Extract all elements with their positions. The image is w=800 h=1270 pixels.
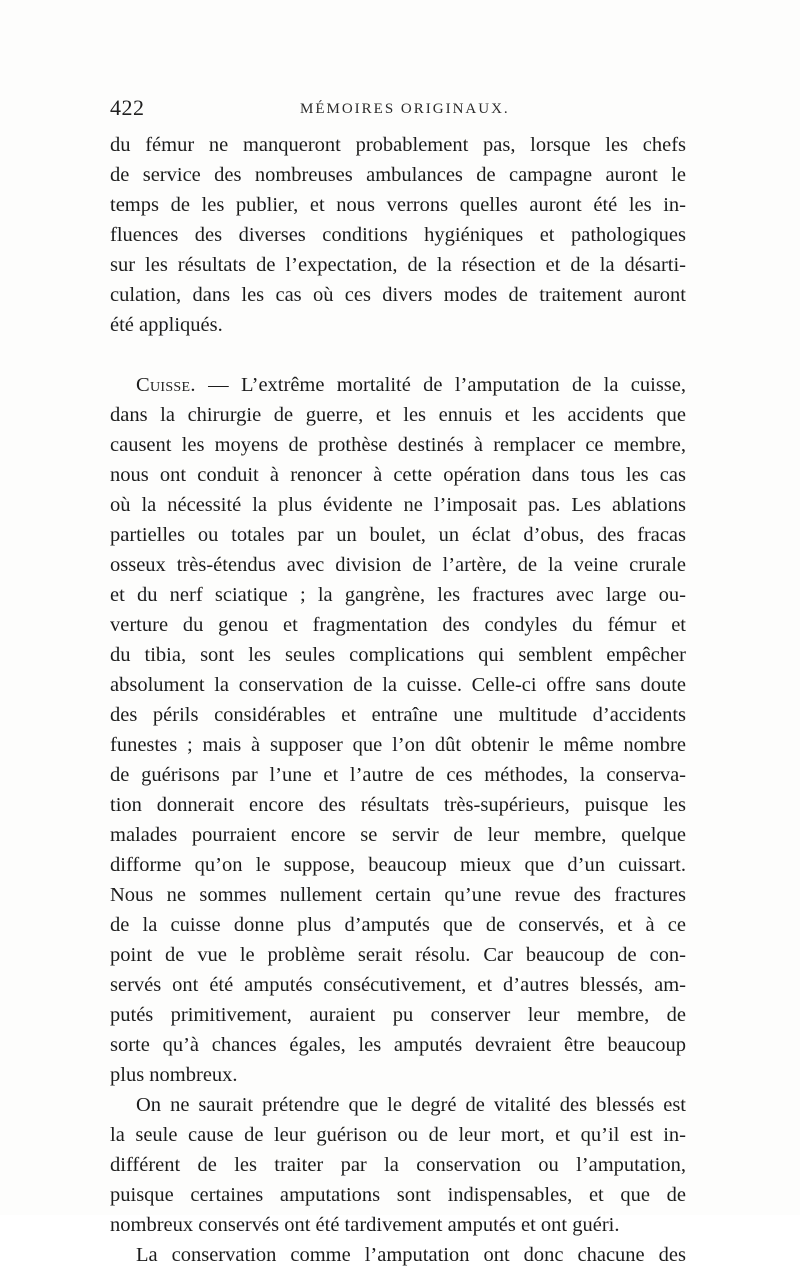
text-line: puisque certaines amputations sont indispensables, et que de <box>110 1184 686 1206</box>
text-line: malades pourraient encore se servir de leur membre, quelque <box>110 824 686 846</box>
text-line: des périls considérables et entraîne une multitude d’accidents <box>110 704 686 726</box>
text-line: partielles ou totales par un boulet, un éclat d’obus, des fracas <box>110 524 686 546</box>
text-line: de service des nombreuses ambulances de campagne auront le <box>110 164 686 186</box>
text-line: du fémur ne manqueront probablement pas, lorsque les chefs <box>110 134 686 156</box>
text-line: osseux très-étendus avec division de l’artère, de la veine crurale <box>110 554 686 576</box>
text-line: de la cuisse donne plus d’amputés que de conservés, et à ce <box>110 914 686 936</box>
text-line: absolument la conservation de la cuisse. Celle-ci offre sans doute <box>110 674 686 696</box>
text-line: dans la chirurgie de guerre, et les ennuis et les accidents que <box>110 404 686 426</box>
text-line: difforme qu’on le suppose, beaucoup mieux que d’un cuissart. <box>110 854 686 876</box>
running-head: MÉMOIRES ORIGINAUX. <box>300 101 510 117</box>
text-line: la seule cause de leur guérison ou de leur mort, et qu’il est in- <box>110 1124 686 1146</box>
section-lead-word: Cuisse. <box>136 374 196 396</box>
section-lead-line <box>110 370 686 400</box>
text-line: point de vue le problème serait résolu. Car beaucoup de con- <box>110 944 686 966</box>
text-line: de guérisons par l’une et l’autre de ces méthodes, la conserva- <box>110 764 686 786</box>
text-line: Nous ne sommes nullement certain qu’une revue des fractures <box>110 884 686 906</box>
text-line: fluences des diverses conditions hygiéniques et pathologiques <box>110 224 686 246</box>
page-number: 422 <box>110 95 145 120</box>
text-line: nous ont conduit à renoncer à cette opération dans tous les cas <box>110 464 686 486</box>
text-line: servés ont été amputés consécutivement, et d’autres blessés, am- <box>110 974 686 996</box>
text-line: sur les résultats de l’expectation, de la résection et de la désarti- <box>110 254 686 276</box>
body-text <box>110 130 686 1270</box>
paragraph-gap <box>110 340 686 370</box>
text-line: culation, dans les cas où ces divers modes de traitement auront <box>110 284 686 306</box>
text-line: funestes ; mais à supposer que l’on dût obtenir le même nombre <box>110 734 686 756</box>
page-header <box>110 95 690 125</box>
text-line: du tibia, sont les seules complications qui semblent empêcher <box>110 644 686 666</box>
text-line: temps de les publier, et nous verrons quelles auront été les in- <box>110 194 686 216</box>
text-line: où la nécessité la plus évidente ne l’imposait pas. Les ablations <box>110 494 686 516</box>
text-line: causent les moyens de prothèse destinés à remplacer ce membre, <box>110 434 686 456</box>
text-line: verture du genou et fragmentation des condyles du fémur et <box>110 614 686 636</box>
text-line: été appliqués. <box>110 314 223 336</box>
text-line: La conservation comme l’amputation ont donc chacune des <box>136 1244 686 1266</box>
text-line: On ne saurait prétendre que le degré de vitalité des blessés est <box>136 1094 686 1116</box>
text-line: nombreux conservés ont été tardivement amputés et ont guéri. <box>110 1214 620 1236</box>
text-line: tion donnerait encore des résultats très-supérieurs, puisque les <box>110 794 686 816</box>
text-line: plus nombreux. <box>110 1064 238 1086</box>
section-lead-text: — L’extrême mortalité de l’amputation de la cuisse, <box>195 374 686 396</box>
text-line: et du nerf sciatique ; la gangrène, les fractures avec large ou- <box>110 584 686 606</box>
text-line: putés primitivement, auraient pu conserver leur membre, de <box>110 1004 686 1026</box>
text-line: différent de les traiter par la conservation ou l’amputation, <box>110 1154 686 1176</box>
text-line: sorte qu’à chances égales, les amputés devraient être beaucoup <box>110 1034 686 1056</box>
